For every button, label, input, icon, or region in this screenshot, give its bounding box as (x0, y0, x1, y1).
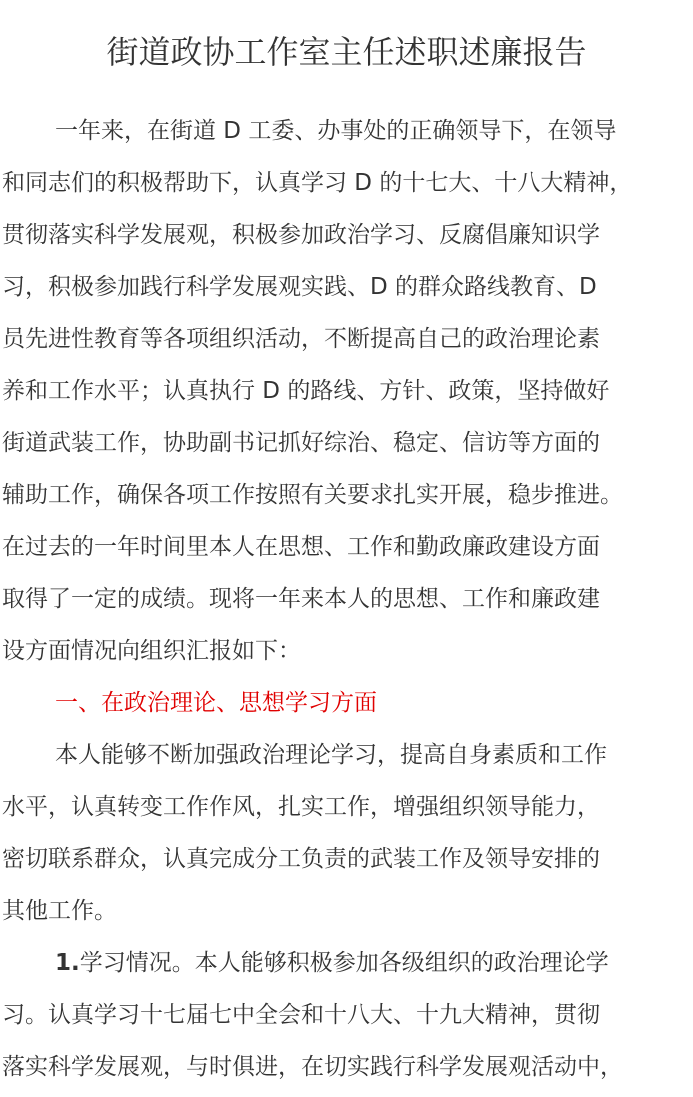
section-heading-1: 一、在政治理论、思想学习方面 (55, 690, 377, 716)
paragraph-1-line-2: 和同志们的积极帮助下，认真学习 D 的十七大、十八大精神， (2, 170, 633, 196)
paragraph-1-line-4: 习，积极参加践行科学发展观实践、D 的群众路线教育、D (2, 274, 597, 300)
paragraph-3-line-1 (55, 948, 609, 978)
paragraph-1-line-1: 一年来，在街道 D 工委、办事处的正确领导下，在领导 (55, 118, 617, 144)
paragraph-1-line-8: 辅助工作，确保各项工作按照有关要求扎实开展，稳步推进。 (2, 482, 623, 508)
paragraph-1-line-11: 设方面情况向组织汇报如下： (2, 638, 301, 664)
paragraph-1-line-5: 员先进性教育等各项组织活动，不断提高自己的政治理论素 (2, 326, 600, 352)
paragraph-1-line-6: 养和工作水平；认真执行 D 的路线、方针、政策，坚持做好 (2, 378, 610, 404)
paragraph-2-line-3: 密切联系群众，认真完成分工负责的武装工作及领导安排的 (2, 846, 600, 872)
paragraph-2-line-1: 本人能够不断加强政治理论学习，提高自身素质和工作 (55, 742, 607, 768)
item-number: 1. (55, 950, 80, 976)
paragraph-3-text: 学习情况。本人能够积极参加各级组织的政治理论学 (79, 950, 609, 976)
paragraph-1-line-9: 在过去的一年时间里本人在思想、工作和勤政廉政建设方面 (2, 534, 600, 560)
paragraph-2-line-2: 水平，认真转变工作作风，扎实工作，增强组织领导能力， (2, 794, 600, 820)
paragraph-2-line-4: 其他工作。 (2, 898, 117, 924)
paragraph-1-line-10: 取得了一定的成绩。现将一年来本人的思想、工作和廉政建 (2, 586, 600, 612)
paragraph-1-line-3: 贯彻落实科学发展观，积极参加政治学习、反腐倡廉知识学 (2, 222, 600, 248)
paragraph-3-line-3: 落实科学发展观，与时俱进，在切实践行科学发展观活动中， (2, 1054, 623, 1080)
paragraph-3-line-2: 习。认真学习十七届七中全会和十八大、十九大精神，贯彻 (2, 1002, 600, 1028)
paragraph-1-line-7: 街道武装工作，协助副书记抓好综治、稳定、信访等方面的 (2, 430, 600, 456)
document-title: 街道政协工作室主任述职述廉报告 (106, 33, 587, 71)
